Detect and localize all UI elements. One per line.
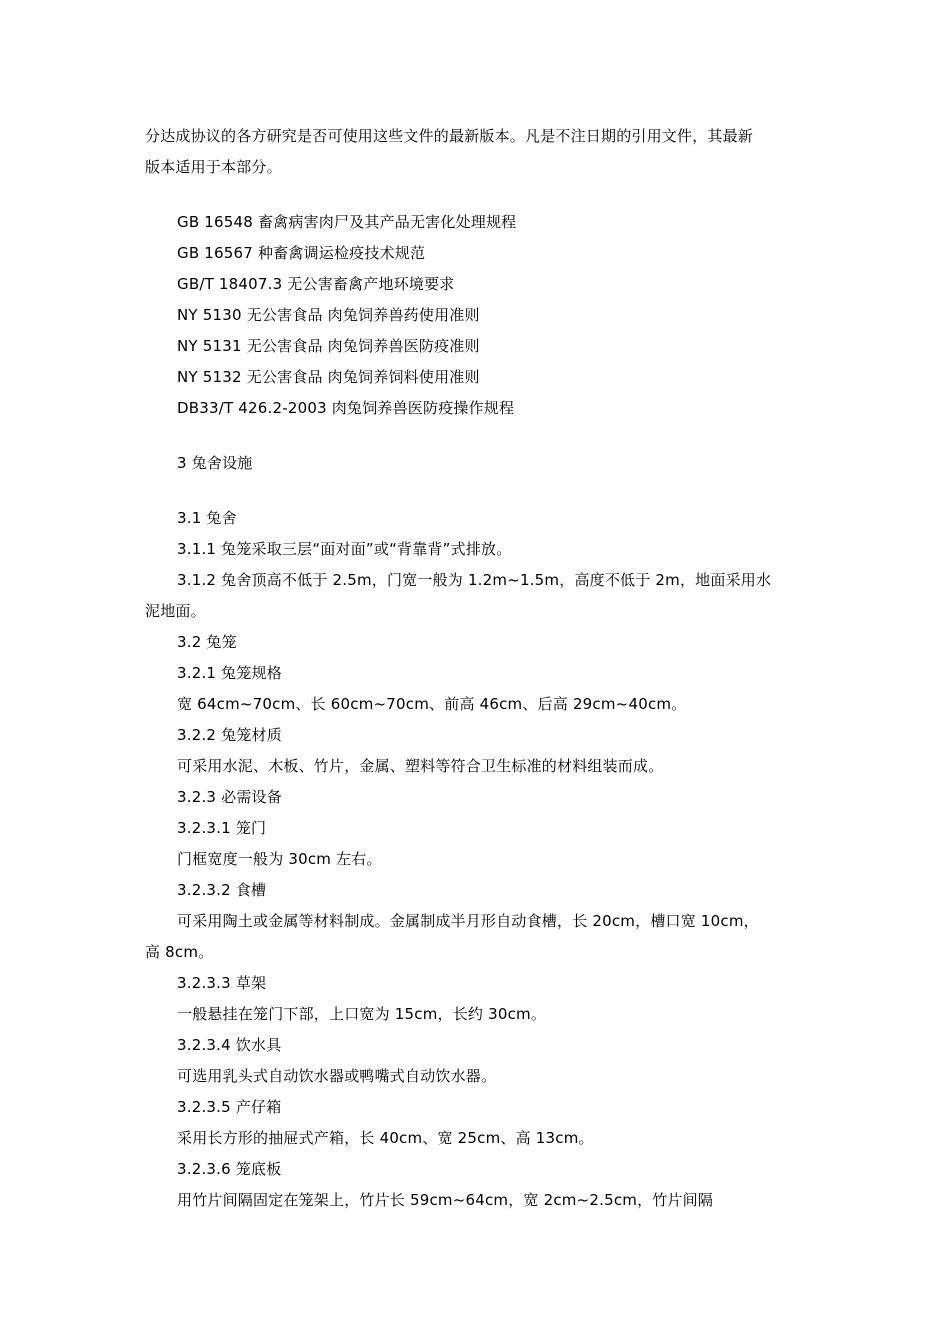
clause-text: 门框宽度一般为 30cm 左右。	[177, 850, 382, 868]
clause-text-continuation: 泥地面。	[145, 602, 206, 620]
clause-heading: 3.2.3.1 笼门	[177, 819, 267, 837]
reference-item: NY 5132 无公害食品 肉兔饲养饲料使用准则	[177, 368, 480, 386]
clause-text: 用竹片间隔固定在笼架上，竹片长 59cm~64cm，宽 2cm~2.5cm，竹片间隔	[177, 1191, 714, 1209]
clause-heading: 3.2.2 兔笼材质	[177, 726, 282, 744]
clause-text: 可选用乳头式自动饮水器或鸭嘴式自动饮水器。	[177, 1067, 497, 1085]
clause-heading: 3.2.3.4 饮水具	[177, 1036, 282, 1054]
clause-text-continuation: 高 8cm。	[145, 943, 214, 961]
clause-heading: 3.2.3 必需设备	[177, 788, 282, 806]
intro-paragraph-line-2: 版本适用于本部分。	[145, 158, 282, 176]
clause-text: 宽 64cm~70cm、长 60cm~70cm、前高 46cm、后高 29cm~40cm。	[177, 695, 687, 713]
intro-paragraph-line-1: 分达成协议的各方研究是否可使用这些文件的最新版本。凡是不注日期的引用文件，其最新	[145, 127, 754, 145]
reference-item: GB 16567 种畜禽调运检疫技术规范	[177, 244, 426, 262]
clause-text: 3.1.1 兔笼采取三层“面对面”或“背靠背”式排放。	[177, 540, 512, 558]
subsection-heading: 3.1 兔舍	[177, 509, 237, 527]
clause-text: 可采用陶土或金属等材料制成。金属制成半月形自动食槽，长 20cm，槽口宽 10cm，	[177, 912, 759, 930]
clause-text: 一般悬挂在笼门下部，上口宽为 15cm，长约 30cm。	[177, 1005, 547, 1023]
clause-heading: 3.2.3.5 产仔箱	[177, 1098, 282, 1116]
reference-item: GB/T 18407.3 无公害畜禽产地环境要求	[177, 275, 455, 293]
clause-heading: 3.2.3.6 笼底板	[177, 1160, 282, 1178]
reference-item: DB33/T 426.2-2003 肉兔饲养兽医防疫操作规程	[177, 399, 515, 417]
clause-heading: 3.2.3.2 食槽	[177, 881, 267, 899]
clause-heading: 3.2.1 兔笼规格	[177, 664, 282, 682]
clause-text: 采用长方形的抽屉式产箱，长 40cm、宽 25cm、高 13cm。	[177, 1129, 594, 1147]
clause-text: 3.1.2 兔舍顶高不低于 2.5m，门宽一般为 1.2m~1.5m，高度不低于 2m，地面采用水	[177, 571, 772, 589]
reference-item: NY 5131 无公害食品 肉兔饲养兽医防疫准则	[177, 337, 480, 355]
clause-text: 可采用水泥、木板、竹片，金属、塑料等符合卫生标准的材料组装而成。	[177, 757, 664, 775]
subsection-heading: 3.2 兔笼	[177, 633, 237, 651]
clause-heading: 3.2.3.3 草架	[177, 974, 267, 992]
section-heading: 3 兔舍设施	[177, 454, 253, 472]
reference-item: NY 5130 无公害食品 肉兔饲养兽药使用准则	[177, 306, 480, 324]
reference-item: GB 16548 畜禽病害肉尸及其产品无害化处理规程	[177, 213, 517, 231]
